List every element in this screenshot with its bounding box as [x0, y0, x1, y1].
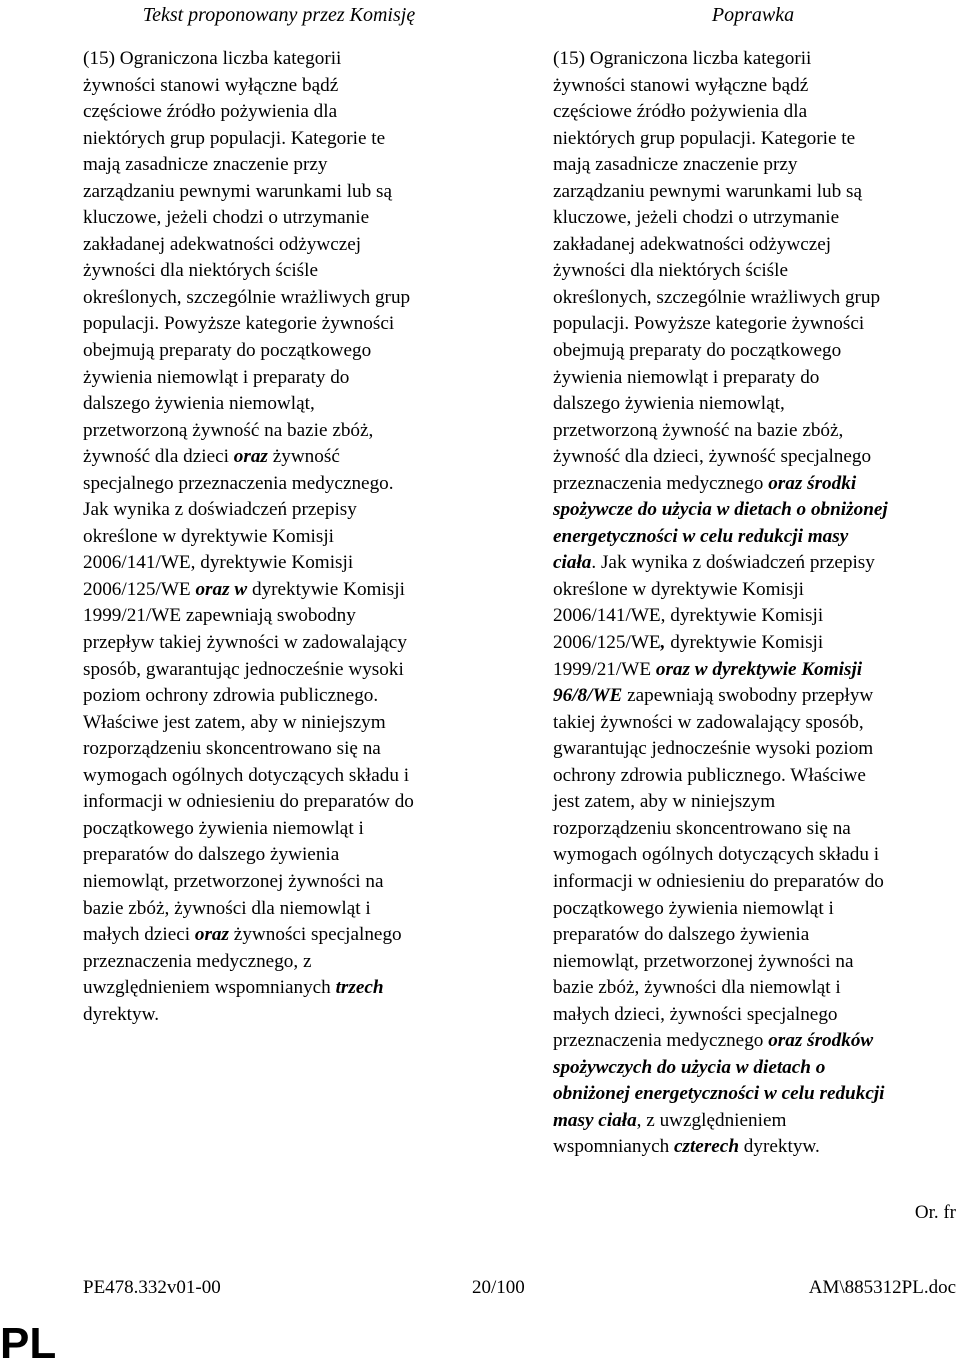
text-line — [83, 497, 503, 524]
text-line — [83, 73, 503, 100]
amended-text-segment: spożywczych do użycia w dietach o — [553, 1056, 826, 1078]
text-segment: kluczowe, jeżeli chodzi o utrzymanie — [553, 207, 840, 229]
text-segment: żywności dla niektórych ściśle — [553, 260, 788, 282]
text-line — [83, 603, 503, 630]
text-line — [83, 444, 503, 471]
text-line — [553, 1028, 958, 1055]
text-line — [83, 949, 503, 976]
text-line — [83, 789, 503, 816]
text-line — [553, 126, 958, 153]
text-line — [83, 179, 503, 206]
text-line — [553, 683, 958, 710]
text-segment: zapewniają swobodny przepływ — [622, 685, 874, 707]
text-segment: jest zatem, aby w niniejszym — [553, 791, 776, 813]
text-segment: rozporządzeniu skoncentrowano się na — [553, 817, 851, 839]
amended-text-segment: oraz środki — [768, 472, 857, 494]
text-line — [553, 205, 958, 232]
text-line — [553, 630, 958, 657]
text-segment: preparatów do dalszego żywienia — [553, 924, 810, 946]
text-segment: specjalnego przeznaczenia medycznego. — [83, 472, 394, 494]
text-segment: przepływ takiej żywności w zadowalający — [83, 632, 407, 654]
text-segment: mają zasadnicze znaczenie przy — [553, 154, 798, 176]
amended-text-segment: masy ciała — [553, 1109, 637, 1131]
text-segment: niektórych grup populacji. Kategorie te — [553, 127, 856, 149]
text-line — [553, 603, 958, 630]
text-line — [83, 365, 503, 392]
text-line — [553, 816, 958, 843]
text-line — [553, 789, 958, 816]
text-line — [553, 1108, 958, 1135]
text-segment: określonych, szczególnie wrażliwych grup — [83, 286, 411, 308]
text-line — [553, 869, 958, 896]
text-line — [83, 1002, 503, 1029]
text-segment: sposób, gwarantując jednocześnie wysoki — [83, 658, 404, 680]
footer-file-name: AM\885312PL.doc — [808, 1277, 956, 1298]
text-segment: bazie zbóż, żywności dla niemowląt i — [83, 897, 371, 919]
text-line — [83, 524, 503, 551]
amended-text-segment: trzech — [335, 977, 384, 999]
text-line — [83, 258, 503, 285]
language-mark: PL — [0, 1319, 57, 1368]
column-header-amendment: Poprawka — [711, 4, 795, 26]
text-segment: informacji w odniesieniu do preparatów do — [83, 791, 414, 813]
text-line — [83, 311, 503, 338]
text-line — [553, 577, 958, 604]
text-segment: bazie zbóż, żywności dla niemowląt i — [553, 977, 841, 999]
text-segment: takiej żywności w zadowalający sposób, — [553, 711, 864, 733]
text-line — [553, 471, 958, 498]
text-segment: żywność dla dzieci — [83, 446, 234, 468]
text-segment: przetworzoną żywność na bazie zbóż, — [553, 419, 844, 441]
amendment-text-paragraph — [553, 46, 958, 1161]
text-line — [553, 232, 958, 259]
text-line — [83, 550, 503, 577]
text-line — [553, 1055, 958, 1082]
text-line — [553, 550, 958, 577]
text-line — [83, 736, 503, 763]
text-segment: przeznaczenia medycznego — [553, 1030, 769, 1052]
text-segment: określone w dyrektywie Komisji — [553, 578, 804, 600]
text-line — [83, 816, 503, 843]
text-segment: wymogach ogólnych dotyczących składu i — [83, 764, 410, 786]
amended-text-segment: spożywcze do użycia w dietach o obniżonej — [553, 499, 888, 521]
text-line — [83, 630, 503, 657]
text-line — [553, 365, 958, 392]
text-segment: ochrony zdrowia publicznego. Właściwe — [553, 764, 866, 786]
text-line — [553, 285, 958, 312]
text-segment: kluczowe, jeżeli chodzi o utrzymanie — [83, 207, 370, 229]
text-segment: małych dzieci, żywności specjalnego — [553, 1003, 838, 1025]
text-segment: zarządzaniu pewnymi warunkami lub są — [553, 180, 863, 202]
text-segment: dyrektywie Komisji — [665, 632, 824, 654]
text-line — [83, 896, 503, 923]
text-segment: wspomnianych — [553, 1136, 674, 1158]
text-segment: określone w dyrektywie Komisji — [83, 525, 334, 547]
text-segment: gwarantując jednocześnie wysoki poziom — [553, 738, 874, 760]
text-segment: przeznaczenia medycznego — [553, 472, 769, 494]
text-line — [83, 657, 503, 684]
amended-text-segment: oraz — [194, 924, 229, 946]
text-segment: dyrektywie Komisji — [247, 578, 405, 600]
text-line — [83, 922, 503, 949]
text-line — [83, 285, 503, 312]
text-segment: niektórych grup populacji. Kategorie te — [83, 127, 386, 149]
text-line — [553, 710, 958, 737]
text-line — [553, 99, 958, 126]
text-segment: populacji. Powyższe kategorie żywności — [553, 313, 865, 335]
text-line — [83, 126, 503, 153]
text-segment: żywności dla niektórych ściśle — [83, 260, 318, 282]
text-line — [83, 418, 503, 445]
text-segment: zakładanej adekwatności odżywczej — [553, 233, 832, 255]
amended-text-segment: 96/8/WE — [553, 685, 623, 707]
amended-text-segment: czterech — [673, 1136, 739, 1158]
text-segment: informacji w odniesieniu do preparatów do — [553, 870, 884, 892]
text-segment: , z uwzględnieniem — [636, 1109, 787, 1131]
text-line — [83, 46, 503, 73]
text-segment: obejmują preparaty do początkowego — [83, 340, 372, 362]
amended-text-segment: oraz w — [195, 578, 248, 600]
text-line — [83, 338, 503, 365]
original-language-note: Or. fr — [914, 1202, 956, 1223]
text-line — [83, 763, 503, 790]
text-segment: Właściwe jest zatem, aby w niniejszym — [83, 711, 386, 733]
text-segment: zarządzaniu pewnymi warunkami lub są — [83, 180, 393, 202]
text-segment: małych dzieci — [83, 924, 195, 946]
text-line — [553, 922, 958, 949]
amended-text-segment: oraz w dyrektywie Komisji — [655, 658, 863, 680]
text-segment: dyrektyw. — [739, 1136, 820, 1158]
text-segment: częściowe źródło pożywienia dla — [83, 101, 338, 123]
text-line — [83, 391, 503, 418]
text-line — [83, 683, 503, 710]
text-segment: Jak wynika z doświadczeń przepisy — [83, 499, 357, 521]
amended-text-segment: , — [660, 632, 666, 654]
text-line — [553, 736, 958, 763]
text-segment: początkowego żywienia niemowląt i — [83, 817, 364, 839]
text-segment: żywności stanowi wyłączne bądź — [83, 74, 339, 96]
text-segment: uwzględnieniem wspomnianych — [83, 977, 336, 999]
text-segment: zakładanej adekwatności odżywczej — [83, 233, 362, 255]
text-line — [553, 418, 958, 445]
text-segment: dalszego żywienia niemowląt, — [553, 393, 785, 415]
text-line — [553, 524, 958, 551]
text-line — [553, 73, 958, 100]
text-line — [83, 232, 503, 259]
text-line — [553, 258, 958, 285]
text-segment: żywność dla dzieci, żywność specjalnego — [553, 446, 872, 468]
text-line — [553, 311, 958, 338]
text-line — [553, 763, 958, 790]
text-segment: żywności stanowi wyłączne bądź — [553, 74, 809, 96]
text-segment: dalszego żywienia niemowląt, — [83, 393, 315, 415]
text-line — [553, 657, 958, 684]
text-segment: określonych, szczególnie wrażliwych grup — [553, 286, 881, 308]
text-line — [83, 152, 503, 179]
text-segment: obejmują preparaty do początkowego — [553, 340, 842, 362]
text-line — [553, 444, 958, 471]
text-segment: początkowego żywienia niemowląt i — [553, 897, 834, 919]
text-line — [553, 949, 958, 976]
text-line — [553, 179, 958, 206]
text-segment: częściowe źródło pożywienia dla — [553, 101, 808, 123]
text-line — [553, 46, 958, 73]
text-line — [553, 338, 958, 365]
text-segment: rozporządzeniu skoncentrowano się na — [83, 738, 381, 760]
text-segment: 2006/141/WE, dyrektywie Komisji — [83, 552, 354, 574]
text-line — [553, 1134, 958, 1161]
text-segment: żywienia niemowląt i preparaty do — [83, 366, 350, 388]
text-line — [83, 869, 503, 896]
text-segment: żywienia niemowląt i preparaty do — [553, 366, 820, 388]
text-line — [553, 842, 958, 869]
column-header-commission-text: Tekst proponowany przez Komisję — [142, 4, 416, 26]
text-line — [553, 391, 958, 418]
text-segment: (15) Ograniczona liczba kategorii — [83, 48, 342, 69]
text-line — [553, 152, 958, 179]
text-line — [83, 577, 503, 604]
amended-text-segment: ciała — [553, 552, 592, 574]
amended-text-segment: oraz środków — [768, 1030, 874, 1052]
text-line — [83, 710, 503, 737]
text-segment: dyrektyw. — [83, 1003, 160, 1025]
amended-text-segment: energetyczności w celu redukcji masy — [553, 525, 849, 547]
text-segment: wymogach ogólnych dotyczących składu i — [553, 844, 880, 866]
text-segment: 1999/21/WE — [553, 658, 656, 680]
text-line — [553, 497, 958, 524]
text-line — [83, 99, 503, 126]
text-line — [83, 842, 503, 869]
text-segment: mają zasadnicze znaczenie przy — [83, 154, 328, 176]
text-segment: 2006/125/WE — [553, 632, 661, 654]
text-line — [553, 975, 958, 1002]
text-segment: poziom ochrony zdrowia publicznego. — [83, 685, 379, 707]
footer-document-reference: PE478.332v01-00 — [83, 1277, 221, 1298]
text-segment: 1999/21/WE zapewniają swobodny — [83, 605, 356, 627]
text-line — [553, 1081, 958, 1108]
text-segment: 2006/125/WE — [83, 578, 196, 600]
text-segment: żywności specjalnego — [229, 924, 402, 946]
text-segment: . Jak wynika z doświadczeń przepisy — [591, 552, 875, 574]
text-segment: przeznaczenia medycznego, z — [83, 950, 312, 972]
text-segment: żywność — [267, 446, 340, 468]
text-segment: preparatów do dalszego żywienia — [83, 844, 340, 866]
text-segment: niemowląt, przetworzonej żywności na — [83, 870, 384, 892]
text-segment: 2006/141/WE, dyrektywie Komisji — [553, 605, 824, 627]
footer-page-number: 20/100 — [472, 1277, 525, 1298]
text-segment: niemowląt, przetworzonej żywności na — [553, 950, 854, 972]
text-segment: (15) Ograniczona liczba kategorii — [553, 48, 812, 69]
amended-text-segment: obniżonej energetyczności w celu redukcji — [553, 1083, 885, 1105]
text-line — [83, 471, 503, 498]
text-line — [553, 1002, 958, 1029]
text-line — [83, 975, 503, 1002]
amended-text-segment: oraz — [233, 446, 268, 468]
text-line — [83, 205, 503, 232]
text-segment: populacji. Powyższe kategorie żywności — [83, 313, 395, 335]
text-segment: przetworzoną żywność na bazie zbóż, — [83, 419, 374, 441]
commission-text-paragraph — [83, 46, 503, 1028]
text-line — [553, 896, 958, 923]
